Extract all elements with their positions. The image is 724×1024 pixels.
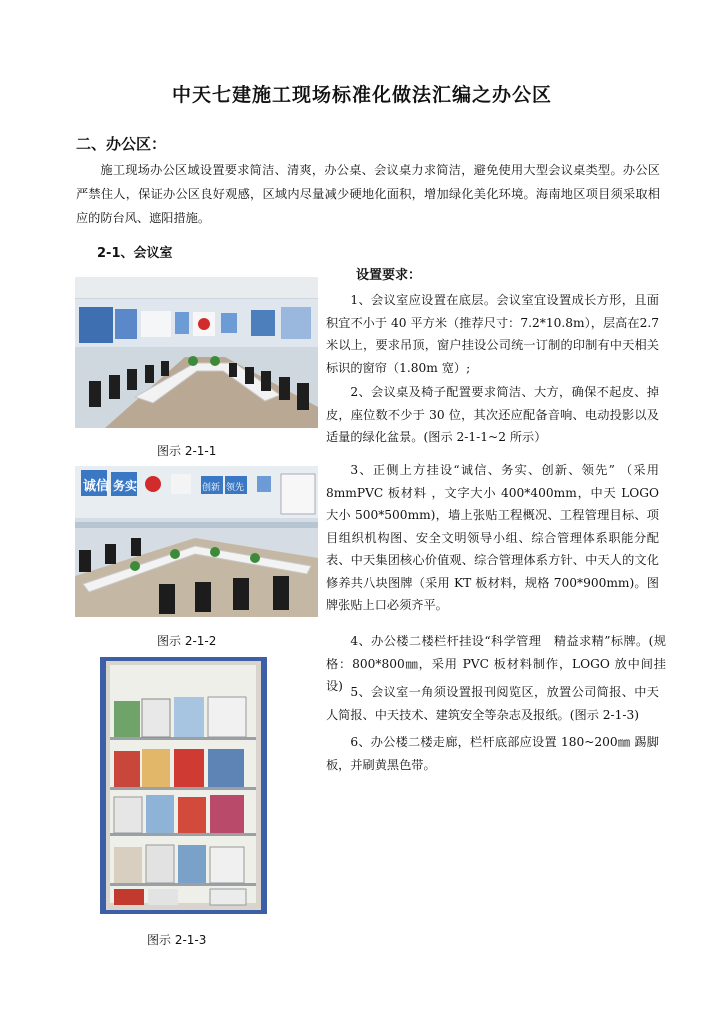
figure-2-1-3-caption: 图示 2-1-3 xyxy=(147,933,207,947)
requirement-5: 5、会议室一角须设置报刊阅览区，放置公司简报、中天人简报、中天技术、建筑安全等杂志及报纸。(图示 2-1-3) xyxy=(326,685,659,722)
page-title: 中天七建施工现场标准化做法汇编之办公区 xyxy=(171,84,552,106)
figure-2-1-2-caption: 图示 2-1-2 xyxy=(157,634,217,648)
wall-slogan-4: 领先 xyxy=(226,483,245,493)
wall-slogan-3: 创新 xyxy=(202,483,221,493)
requirement-6: 6、办公楼二楼走廊，栏杆底部应设置 180~200㎜ 踢脚板，并刷黄黑色带。 xyxy=(326,735,659,772)
requirements-heading: 设置要求： xyxy=(356,268,422,283)
requirement-3: 3、正侧上方挂设“诚信、务实、创新、领先” （采用8mmPVC 板材料 ，文字大小 400*400mm，中天 LOGO 大小 500*500mm)，墙上张贴工程概况、工程管理目标、项目组织机构图、安全文明领导小组、综合管理体系职能分配表、中天集团核心价值观、综合管理体系方针、中天人的文化修养共八块图牌（采用 KT 板材料，规格 700*900mm)。图牌张贴上口必须齐平。 xyxy=(326,463,659,612)
intro-paragraph: 施工现场办公区域设置要求简洁、清爽，办公桌、会议桌力求简洁，避免使用大型会议桌类型。办公区严禁住人，保证办公区良好观感，区域内尽量减少硬地化面积，增加绿化美化环境。海南地区项目须采取相应的防台风、遮阳措施。 xyxy=(76,163,660,225)
figure-2-1-1-photo xyxy=(75,277,318,428)
wall-slogan-1: 诚信 xyxy=(83,479,110,494)
subsection-heading: 2-1、会议室 xyxy=(97,246,173,261)
figure-2-1-2-photo xyxy=(75,466,318,617)
requirement-4: 4、办公楼二楼栏杆挂设“科学管理 精益求精”标牌。(规格：800*800㎜，采用 PVC 板材料制作，LOGO 放中间挂设) xyxy=(326,634,666,693)
section-heading: 二、办公区： xyxy=(76,135,167,153)
figure-2-1-1-caption: 图示 2-1-1 xyxy=(157,444,217,458)
figure-2-1-3-photo xyxy=(100,657,267,914)
requirement-2: 2、会议桌及椅子配置要求简洁、大方，确保不起皮、掉皮，座位数不少于 30 位，其次还应配备音响、电动投影以及适量的绿化盆景。(图示 2-1-1~2 所示） xyxy=(326,385,659,444)
requirement-1: 1、会议室应设置在底层。会议室宜设置成长方形，且面积宜不小于 40 平方米（推荐尺寸：7.2*10.8m），层高在2.7 米以上，要求吊顶，窗户挂设公司统一订制的印制有中天相关标识的窗帘（1.80m 宽）; xyxy=(326,293,659,375)
wall-slogan-2: 务实 xyxy=(113,479,138,493)
